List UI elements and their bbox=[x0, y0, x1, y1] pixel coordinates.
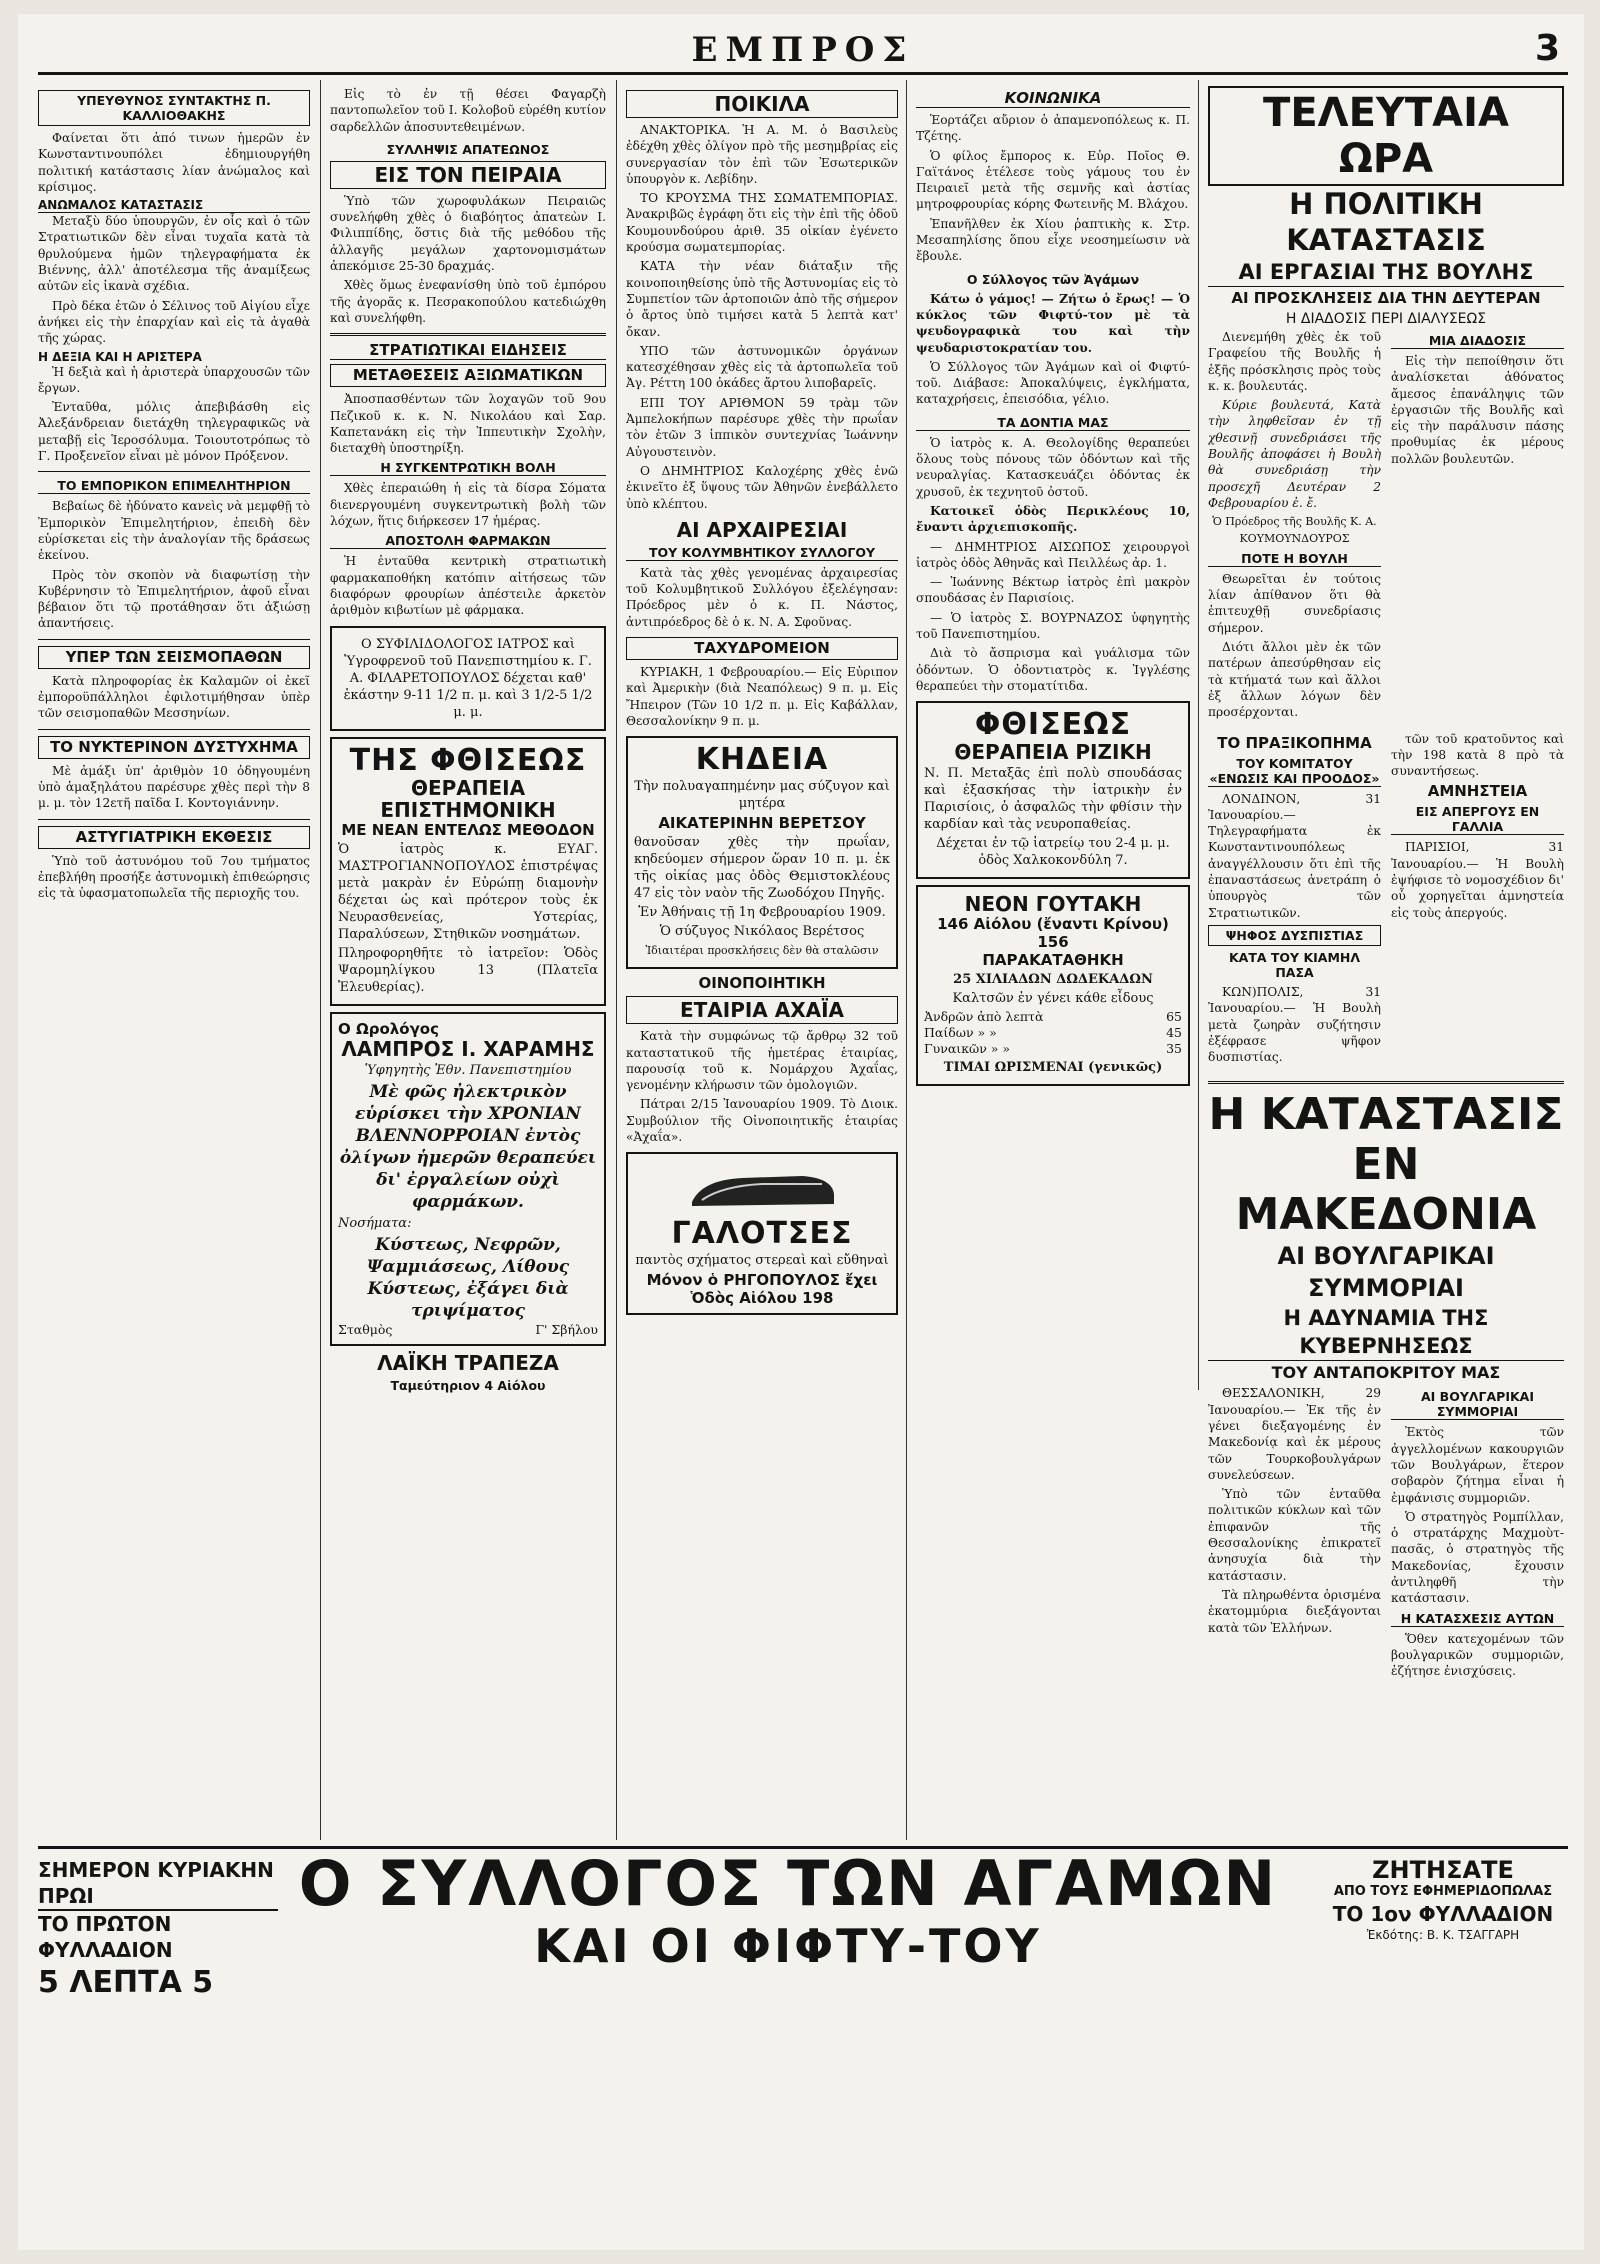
ad-headline: ΤΗΣ ΦΘΙΣΕΩΣ bbox=[349, 742, 587, 778]
article-paragraph: Ὁ Σύλλογος τῶν Ἀγάμων καὶ οἱ Φιφτύ-τοῦ. Διάβασε: Ἀποκαλύψεις, ἐγκλήματα, καταχρήσεις, ἐπεισόδια, γέλιο. bbox=[916, 359, 1190, 407]
masthead bbox=[38, 28, 1568, 75]
banner-subtitle: ΚΑΙ ΟΙ ΦΙΦΤΥ-ΤΟΥ bbox=[534, 1919, 1042, 1973]
price-row bbox=[924, 1025, 1182, 1041]
column-1 bbox=[38, 86, 310, 1836]
ad-footer: ΤΙΜΑΙ ΩΡΙΣΜΕΝΑΙ (γενικῶς) bbox=[943, 1060, 1163, 1076]
article-paragraph: Ἀποσπασθέντων τῶν λοχαγῶν τοῦ 9ου Πεζικοῦ κ. κ. Ν. Νικολάου καὶ Σαρ. Καπετανάκη εἰς τὴν Ἱππευτικὴν Σχολὴν, διεταχθὴ ὑποστηρίξη. bbox=[330, 392, 606, 456]
ad-text: Πληροφορηθῆτε τὸ ἰατρεῖον: Ὁδὸς Ψαρομηλίγκου 13 (Πλατεῖα Ἐλευθερίας). bbox=[338, 945, 598, 995]
ad-text: Ν. Π. Μεταξᾶς ἐπὶ πολὺ σπουδάσας καὶ ἐξασκήσας τὴν ἰατρικὴν ἐν Παρισίοις, ὁ ἀσφαλῶς τὴν φθίσιν τὴν καρδίαν καὶ τὰς νευροπαθείας. bbox=[924, 766, 1182, 833]
article-paragraph: Μεταξὺ δύο ὑπουργῶν, ἐν οἷς καὶ ὁ τῶν Στρατιωτικῶν δὲν εἶναι τυχαῖα κατὰ τὰ θρυλούμενα ἡμῶν τηλεγραφήματα ἐκ Βιέννης, ἀλλ' ἀποτέλεσμα τῆς ἀναμίξεως αὐτῶν εἰς ἱκανὰ σχέδια. bbox=[38, 214, 310, 294]
article-chamber-of-commerce bbox=[38, 478, 310, 631]
article-headline: ΥΠΕΥΘΥΝΟΣ ΣΥΝΤΑΚΤΗΣ Π. ΚΑΛΛΙΟΘΑΚΗΣ bbox=[38, 90, 310, 126]
bulgarian-bands-headline: ΑΙ ΒΟΥΛΓΑΡΙΚΑΙ ΣΥΜΜΟΡΙΑΙ bbox=[1277, 1242, 1495, 1303]
article-subhead: ΜΙΑ ΔΙΑΔΟΣΙΣ bbox=[1391, 333, 1564, 349]
ad-title: Ὑφηγητὴς Ἐθν. Πανεπιστημίου bbox=[364, 1062, 572, 1078]
article-headline: ΨΗΦΟΣ ΔΥΣΠΙΣΤΙΑΣ bbox=[1208, 925, 1381, 946]
ad-headline: ΓΑΛΟΤΣΕΣ bbox=[671, 1216, 853, 1252]
ad-urologist bbox=[330, 1012, 606, 1346]
political-situation-headline: Η ΠΟΛΙΤΙΚΗ ΚΑΤΑΣΤΑΣΙΣ bbox=[1286, 187, 1486, 257]
price-value: 65 bbox=[1166, 1009, 1182, 1025]
article-paragraph: ΕΠΙ ΤΟΥ ΑΡΙΘΜΟΝ 59 τρὰμ τῶν Ἀμπελοκήπων παρέσυρε χθὲς τὴν πρωΐαν τὸν ἐτῶν 3 ἱππικὸν συντεχνίας Ἰωάννην Αὐγουστεινὸν. bbox=[626, 395, 898, 459]
notice-signer: Ὁ σύζυγος Νικόλαος Βερέτσος bbox=[659, 924, 865, 940]
article-headline: ΤΟ ΕΜΠΟΡΙΚΟΝ ΕΠΙΜΕΛΗΤΗΡΙΟΝ bbox=[38, 478, 310, 494]
article-paragraph: ΚΩΝ)ΠΟΛΙΣ, 31 Ἰανουαρίου.— Ἡ Βουλὴ μετὰ ζωηρὰν συζήτησιν ἐξέφρασε ψῆφον δυσπιστίας. bbox=[1208, 984, 1381, 1065]
article-sardines bbox=[330, 86, 606, 135]
article-paragraph: Πρὸ δέκα ἐτῶν ὁ Σέλινος τοῦ Αἰγίου εἶχε ἀνήκει εἰς τὴν ἐπαρχίαν καὶ εἰς τὰ ἀγαθὰ τῆς χώρας. bbox=[38, 298, 310, 346]
article-teeth bbox=[916, 415, 1190, 694]
article-paragraph: Κατὰ τὰς χθὲς γενομένας ἀρχαιρεσίας τοῦ Κολυμβητικοῦ Συλλόγου ἐξελέγησαν: Πρόεδρος μὲν ὁ κ. Π. Νάστος, ἀντιπρόεδρος δὲ ὁ κ. Ν. Α. Σφοῦνας. bbox=[626, 565, 898, 629]
article-paragraph: Τὰ πληρωθέντα ὁρισμένα ἑκατομμύρια διεξάγονται κατὰ τῶν Ἑλλήνων. bbox=[1208, 1587, 1381, 1635]
price-list bbox=[924, 1009, 1182, 1057]
article-miscellany bbox=[626, 90, 898, 512]
ad-text: Καλτσῶν ἐν γένει κάθε εἶδους bbox=[952, 991, 1154, 1007]
banner-right bbox=[1318, 1857, 1568, 1943]
price-item: Παίδων » » bbox=[924, 1025, 997, 1041]
article-paragraph: Ὅθεν κατεχομένων τῶν βουλγαρικῶν συμμοριῶν, ἐζήτησε ἐνισχύσεις. bbox=[1391, 1631, 1564, 1679]
article-paragraph: Πάτραι 2/15 Ἰανουαρίου 1909. Τὸ Διοικ. Συμβούλιον τῆς Οἰνοποιητικῆς ἑταιρίας «Ἀχαΐα». bbox=[626, 1097, 898, 1144]
notice-footer: Ἰδιαιτέραι προσκλήσεις δὲν θὰ σταλῶσιν bbox=[645, 944, 879, 958]
article-headline: ΤΟ ΠΡΑΞΙΚΟΠΗΜΑ bbox=[1217, 733, 1372, 752]
ad-list: Κύστεως, Νεφρῶν, Ψαμμιάσεως, Λίθους Κύστεως, ἐξάγει διὰ τριψίματος bbox=[366, 1234, 570, 1321]
ad-name: ΛΑΜΠΡΟΣ Ι. ΧΑΡΑΜΗΣ bbox=[341, 1036, 595, 1061]
article-headline: ΤΟ ΝΥΚΤΕΡΙΝΟΝ ΔΥΣΤΥΧΗΜΑ bbox=[38, 736, 310, 759]
article-headline: Ο Σύλλογος τῶν Ἀγάμων bbox=[966, 271, 1140, 287]
article-earthquake-victims bbox=[38, 646, 310, 722]
article-headline: ΠΟΙΚΙΛΑ bbox=[626, 90, 898, 118]
article-subhead: ΤΟΥ ΚΟΜΙΤΑΤΟΥ «ΕΝΩΣΙΣ ΚΑΙ ΠΡΟΟΔΟΣ» bbox=[1209, 755, 1380, 786]
article-paragraph: ΤΟ ΚΡΟΥΣΜΑ ΤΗΣ ΣΩΜΑΤΕΜΠΟΡΙΑΣ. Ἀνακριβῶς ἐγράφη ὅτι εἰς τὴν ἐπὶ τῆς ὁδοῦ Κουμουνδούρου ἀριθ. 35 οἰκίαν ἐγένετο κρούσμα σωματεμπορίας. bbox=[626, 191, 898, 255]
parliament-headline: ΑΙ ΕΡΓΑΣΙΑΙ ΤΗΣ ΒΟΥΛΗΣ bbox=[1208, 258, 1564, 287]
banner-today: ΣΗΜΕΡΟΝ ΚΥΡΙΑΚΗΝ ΠΡΩΙ bbox=[38, 1857, 278, 1911]
newspaper-title: ΕΜΠΡΟΣ bbox=[691, 30, 915, 70]
ad-tuberculosis-cure bbox=[916, 701, 1190, 879]
ad-bank-sub: Ταμεύτηριον 4 Αἰόλου bbox=[390, 1377, 546, 1393]
ad-headline: ΝΕΟΝ ΓΟΥΤΑΚΗ bbox=[964, 892, 1142, 917]
article-paragraph: Ἡ ἐνταῦθα κεντρικὴ στρατιωτικὴ φαρμακαποθήκη κατόπιν αἰτήσεως τῶν διαφόρων φρουρίων ἀπέστειλε ἀρκετὸν ἀριθμὸν κιβωτίων μὲ φάρμακα. bbox=[330, 554, 606, 618]
article-paragraph: Ὁ φίλος ἔμπορος κ. Εὐρ. Ποῖος Θ. Γαϊτάνος ἑτέλεσε τοὺς γάμους του ἐν Πειραιεῖ μετὰ τῆς σεμνῆς καὶ ἀστίας μητροφρουρίας κόρης Φωτεινῆς Μ. Βλάχου. bbox=[916, 148, 1190, 212]
article-paragraph: Ὁ ἰατρὸς κ. Α. Θεολογίδης θεραπεύει ὅλους τοὺς πόνους τῶν ὀδόντων καὶ τῆς νευραλγίας. Κατασκευάζει ὀδόντας ἐκ χρυσοῦ, ἐκ τεχνητοῦ ὀστοῦ. bbox=[916, 435, 1190, 499]
article-headline: ΑΣΤΥΓΙΑΤΡΙΚΗ ΕΚΘΕΣΙΣ bbox=[38, 826, 310, 849]
article-subhead: ΑΙ ΒΟΥΛΓΑΡΙΚΑΙ ΣΥΜΜΟΡΙΑΙ bbox=[1391, 1389, 1564, 1420]
banner-ask: ΖΗΤΗΣΑΤΕ bbox=[1372, 1856, 1514, 1884]
article-paragraph: Διενεμήθη χθὲς ἐκ τοῦ Γραφείου τῆς Βουλῆς ἡ ἑξῆς πρόσκλησις πρὸς τοὺς κ. κ. βουλευτάς. bbox=[1208, 330, 1381, 393]
article-paragraph: Διότι ἄλλοι μὲν ἐκ τῶν πατέρων ἀπεσύρθησαν εἰς τὰ κτήματά των καὶ ἄλλοι ἐξ ἄλλων λόγων δὲν προσέρχονται. bbox=[1208, 640, 1381, 720]
column-rule bbox=[616, 80, 617, 1840]
article-paragraph: Χθὲς ἐπεραιώθη ἡ εἰς τὰ δίσρα Σόματα διενεργουμένη συγκεντρωτικὴ βολὴ τῶν λόχων, ἥτις διήρκεσεν 17 ἡμέρας. bbox=[330, 481, 606, 529]
dissolution-headline: Η ΔΙΑΔΟΣΙΣ ΠΕΡΙ ΔΙΑΛΥΣΕΩΣ bbox=[1285, 311, 1487, 327]
invitations-headline: ΑΙ ΠΡΟΣΚΛΗΣΕΙΣ ΔΙΑ ΤΗΝ ΔΕΥΤΕΡΑΝ bbox=[1231, 289, 1541, 307]
ad-address: Ὁδὸς Αἰόλου 198 bbox=[690, 1289, 834, 1308]
price-value: 45 bbox=[1166, 1025, 1182, 1041]
newspaper-page bbox=[18, 14, 1584, 2250]
galosh-illustration-icon bbox=[682, 1164, 842, 1214]
article-paragraph: Ἑορτάζει αὔριον ὁ ἀπαμενοπόλεως κ. Π. Τζέτης. bbox=[916, 113, 1190, 144]
two-column-block bbox=[1208, 1385, 1564, 1689]
article-paragraph: Ο ΔΗΜΗΤΡΙΟΣ Καλοχέρης χθὲς ἐνῶ ἐκινεῖτο ἐξ ὕψους τῶν Ἀθηνῶν ἐνεβάλλετο ὑπὸ κλέπτου. bbox=[626, 463, 898, 511]
ad-kicker: Ο Ωρολόγος bbox=[338, 1019, 439, 1038]
price-item: Ἀνδρῶν ἀπὸ λεπτὰ bbox=[924, 1009, 1044, 1025]
article-paragraph: Μὲ ἀμάξι ὑπ' ἀριθμὸν 10 ὁδηγουμένη ὑπὸ ἁμαξηλάτου παρέσυρε χθὲς περὶ τὴν 8 μ. μ. τὸν 12ετῆ παῖδα Ι. Κοντογιάννην. bbox=[38, 763, 310, 811]
article-kicker: ΟΙΝΟΠΟΙΗΤΙΚΗ bbox=[698, 974, 826, 993]
article-headline: ΚΟΙΝΩΝΙΚΑ bbox=[916, 90, 1190, 108]
article-paragraph: ΚΥΡΙΑΚΗ, 1 Φεβρουαρίου.— Εἰς Εὐριπον καὶ Ἀμερικὴν (διὰ Νεαπόλεως) 9 π. μ. Εἰς Ἤπειρον (Τῶν 10 1/2 π. μ. Εἰς Καβάλλαν, Θεσσαλονίκην 9 π. μ. bbox=[626, 665, 898, 728]
article-paragraph: Ὑπὸ τοῦ ἀστυνόμου τοῦ 7ου τμήματος ἐπεβλήθη προσήξε ἀστυνομικὴ ἐπιθεώρησις εἰς τὰ ὑφασματοπωλεῖα τῆς περιοχῆς του. bbox=[38, 853, 310, 901]
ad-text: παντὸς σχήματος στερεαὶ καὶ εὔθηναὶ bbox=[635, 1253, 889, 1269]
ad-list-head: Νοσήματα: bbox=[338, 1215, 412, 1231]
article-paragraph: Ὁ στρατηγὸς Ρομπίλλαν, ὁ στρατάρχης Μαχμοὺτ-πασᾶς, ὁ στρατηγὸς τῆς Μακεδονίας, ἔχουσιν ἀντιληφθῆ τὴν κατάστασιν. bbox=[1391, 1509, 1564, 1606]
divider bbox=[330, 333, 606, 336]
article-bachelors bbox=[916, 272, 1190, 408]
column-2 bbox=[330, 86, 606, 1836]
macedonia-headline: Η ΚΑΤΑΣΤΑΣΙΣ bbox=[1208, 1089, 1564, 1141]
article-subhead: ΚΑΤΑ ΤΟΥ ΚΙΑΜΗΛ ΠΑΣΑ bbox=[1228, 949, 1361, 980]
article-paragraph: Διὰ τὸ ἄσπρισμα καὶ γυάλισμα τῶν ὀδόντων. Ὁ ὀδοντιατρὸς κ. Ἰγγλέσης θεραπεύει τὴν στοματίτιδα. bbox=[916, 646, 1190, 693]
price-row bbox=[924, 1009, 1182, 1025]
article-subhead: Η ΚΑΤΑΣΧΕΣΙΣ ΑΥΤΩΝ bbox=[1391, 1611, 1564, 1627]
ad-footer-left: Σταθμὸς bbox=[338, 1321, 393, 1337]
ad-headline: ΘΕΡΑΠΕΙΑ ΡΙΖΙΚΗ bbox=[954, 740, 1152, 765]
divider bbox=[38, 819, 310, 820]
ad-address: 146 Αἰόλου (ἔναντι Κρίνου) 156 bbox=[937, 915, 1169, 952]
article-rumour bbox=[1391, 329, 1564, 724]
ad-text: Ὁ ἰατρὸς κ. ΕΥΑΓ. ΜΑΣΤΡΟΓΙΑΝΝΟΠΟΥΛΟΣ ἐπιστρέψας μετὰ μακρὰν ἐν Εὐρώπῃ διαμονὴν δέχεται ὡς καὶ πρότερον τοὺς ἐκ Νευρασθενείας, Υστερίας, Παραλύσεων, Στηθικῶν νοσημάτων. bbox=[338, 841, 598, 942]
article-headline: ΑΜΝΗΣΤΕΙΑ bbox=[1427, 782, 1528, 801]
article-parliament bbox=[1208, 329, 1381, 724]
article-paragraph: ΥΠΟ τῶν ἀστυνομικῶν ὀργάνων κατεσχέθησαν χθὲς εἰς τὰ ἀρτοπωλεῖα τοῦ Ἀγ. Ρέττη 100 ὀκάδες ἄρτου λιποβαρεῖς. bbox=[626, 343, 898, 391]
article-police-report bbox=[38, 826, 310, 902]
ad-syphilologist bbox=[330, 626, 606, 731]
article-paragraph: Ἐπανῆλθεν ἐκ Χίου ῥαπτικὴς κ. Στρ. Μεσαπηλίσης ὅπου εἶχε νεοσημείωσιν νὰ ἔβουλε. bbox=[916, 216, 1190, 264]
article-paragraph: Πρὸς τὸν σκοπὸν νὰ διαφωτίσῃ τὴν Κυβέρνησιν τὸ Ἐπιμελητήριον, ἀφοῦ εἶναι βέβαιον ὅτι τῷ προτάθησαν ὅτι ἀξιώσῃ ἀπαντήσεις. bbox=[38, 567, 310, 631]
ad-tuberculosis-therapy bbox=[330, 737, 606, 1006]
article-military-news bbox=[330, 342, 606, 618]
banner-from-vendors: ΑΠΟ ΤΟΥΣ ΕΦΗΜΕΡΙΔΟΠΩΛΑΣ bbox=[1333, 1884, 1553, 1899]
price-item: Γυναικῶν » » bbox=[924, 1041, 1011, 1057]
side-heading: ΑΝΩΜΑΛΟΣ ΚΑΤΑΣΤΑΣΙΣ bbox=[38, 198, 310, 213]
article-paragraph: ΑΝΑΚΤΟΡΙΚΑ. Ἡ Α. Μ. ὁ Βασιλεὺς ἐδέχθη χθὲς ὀλίγον πρὸ τῆς μεσημβρίας εἰς συνεργασίαν τὸν ἐπὶ τῶν Ἐσωτερικῶν ὑπουργὸν κ. Λεβίδην. bbox=[626, 123, 898, 186]
article-paragraph: Θεωρεῖται ἐν τούτοις λίαν ἀπίθανον ὅτι θὰ ἐπιτευχθῇ συνεδρίασις σήμερον. bbox=[1208, 571, 1381, 635]
correspondent-headline: ΤΟΥ ΑΝΤΑΠΟΚΡΙΤΟΥ ΜΑΣ bbox=[1271, 1363, 1501, 1383]
government-weakness-headline: Η ΑΔΥΝΑΜΙΑ ΤΗΣ ΚΥΒΕΡΝΗΣΕΩΣ bbox=[1208, 1304, 1564, 1361]
article-kicker: ΣΤΡΑΤΙΩΤΙΚΑΙ ΕΙΔΗΣΕΙΣ bbox=[330, 342, 606, 360]
article-arrest bbox=[330, 142, 606, 326]
article-paragraph: τῶν τοῦ κρατοῦντος καὶ τὴν 198 κατὰ 8 πρὸ τὰ συναντήσεως. bbox=[1391, 731, 1564, 779]
notice-text: θανοῦσαν χθὲς τὴν πρωΐαν, κηδεύομεν σήμερον ὥραν 10 π. μ. ἐκ τῆς οἰκίας μας ὁδὸς Θεμιστοκλέους 47 εἰς τὸν ναὸν τῆς Ζωοδόχου Πηγῆς. bbox=[634, 835, 890, 902]
article-paragraph: Κύριε βουλευτά, Κατὰ τὴν ληφθεῖσαν ἐν τῇ χθεσινῇ συνεδριάσει τῆς Βουλῆς ἀποφάσει ἡ Βουλὴ θὰ συνεδριάσῃ τὴν προσεχῆ Δευτέραν 2 Φεβρουαρίου ἐ. ἔ. bbox=[1208, 398, 1381, 510]
article-headline: ΤΑ ΔΟΝΤΙΑ ΜΑΣ bbox=[916, 415, 1190, 431]
bottom-banner-ad bbox=[38, 1846, 1568, 2239]
column-rule bbox=[906, 80, 907, 1840]
banner-center bbox=[288, 1849, 1288, 1973]
macedonia-headline-2: ΕΝ ΜΑΚΕΔΟΝΙΑ bbox=[1235, 1139, 1537, 1241]
article-swim-club bbox=[626, 519, 898, 630]
article-signature: Ὁ Πρόεδρος τῆς Βουλῆς Κ. Α. ΚΟΥΜΟΥΝΔΟΥΡΟΣ bbox=[1212, 515, 1377, 545]
article-subhead: Η ΣΥΓΚΕΝΤΡΩΤΙΚΗ ΒΟΛΗ bbox=[330, 460, 606, 476]
article-subhead: ΕΙΣ ΑΠΕΡΓΟΥΣ ΕΝ ΓΑΛΛΙΑ bbox=[1391, 804, 1564, 835]
ad-goutaki-stockings bbox=[916, 885, 1190, 1086]
ad-headline: ΘΕΡΑΠΕΙΑ ΕΠΙΣΤΗΜΟΝΙΚΗ bbox=[380, 775, 556, 822]
article-paragraph: ΛΟΝΔΙΝΟΝ, 31 Ἰανουαρίου.— Τηλεγραφήματα ἐκ Κωνσταντινουπόλεως ἀναγγέλλουσιν ὅτι ἐπὶ τῆς ἐπαναστάσεως ἀνετράπη ὁ ὑπουργὸς τῶν Στρατιωτικῶν. bbox=[1208, 791, 1381, 920]
divider bbox=[38, 729, 310, 730]
article-social bbox=[916, 90, 1190, 265]
last-hour-headline: ΤΕΛΕΥΤΑΙΑ ΩΡΑ bbox=[1208, 86, 1564, 186]
article-paragraph: Κάτω ὁ γάμος! — Ζήτω ὁ ἔρως! — Ὁ κύκλος τῶν Φιφτύ-τον μὲ τὰ ψευδογραφικὰ του καὶ τὴν ψευδαριστοκρατίαν του. bbox=[916, 291, 1190, 355]
article-headline: ΑΙ ΑΡΧΑΙΡΕΣΙΑΙ bbox=[676, 517, 848, 542]
ad-subheadline: 25 ΧΙΛΙΑΔΩΝ ΔΩΔΕΚΑΔΩΝ bbox=[953, 972, 1153, 988]
ad-footer bbox=[338, 1322, 598, 1338]
divider bbox=[1208, 1081, 1564, 1084]
article-paragraph: — ΔΗΜΗΤΡΙΟΣ ΑΙΣΩΠΟΣ χειρουργοὶ ἰατρὸς ὁδὸς Ἀθηνᾶς καὶ Πειλλέως ἀρ. 1. bbox=[916, 539, 1190, 570]
page-number: 3 bbox=[1534, 28, 1560, 69]
column-rule bbox=[320, 80, 321, 1840]
notice-name: ΑΙΚΑΤΕΡΙΝΗΝ ΒΕΡΕΤΣΟΥ bbox=[658, 814, 866, 833]
ad-galoshes bbox=[626, 1152, 898, 1315]
article-paragraph: — Ὁ ἰατρὸς Σ. ΒΟΥΡΝΑΖΟΣ ὑφηγητὴς τοῦ Πανεπιστημίου. bbox=[916, 610, 1190, 642]
article-headline: ΕΙΣ ΤΟΝ ΠΕΙΡΑΙΑ bbox=[330, 161, 606, 189]
ad-bank-headline: ΛΑΪΚΗ ΤΡΑΠΕΖΑ bbox=[377, 1350, 559, 1375]
ad-text: Μόνον ὁ ΡΗΓΟΠΟΥΛΟΣ ἔχει bbox=[646, 1271, 878, 1290]
article-kicker: ΣΥΛΛΗΨΙΣ ΑΠΑΤΕΩΝΟΣ bbox=[386, 141, 550, 157]
notice-headline: ΚΗΔΕΙΑ bbox=[695, 742, 829, 778]
ad-footer-right: Γ' Σβήλου bbox=[535, 1321, 598, 1337]
banner-price: 5 ΛΕΠΤΑ 5 bbox=[38, 1965, 214, 2000]
side-heading: Η ΔΕΞΙΑ ΚΑΙ Η ΑΡΙΣΤΕΡΑ bbox=[38, 349, 202, 364]
banner-left bbox=[38, 1857, 278, 2003]
article-paragraph: Ὑπὸ τῶν χωροφυλάκων Πειραιῶς συνελήφθη χθὲς ὁ διαβόητος ἀπατεὼν Ι. Φιλιππίδης, ὅστις διὰ τῆς μεθόδου τῆς ἀλλαγῆς μεγάλων χαρτονομισμάτων ἀπεκόμισε 25-30 δραχμάς. bbox=[330, 193, 606, 274]
article-winery bbox=[626, 975, 898, 1145]
article-amnesty bbox=[1391, 731, 1564, 1069]
ad-headline: ΦΘΙΣΕΩΣ bbox=[974, 707, 1132, 743]
column-4 bbox=[916, 86, 1190, 1836]
notice-date: Ἐν Ἀθήναις τῇ 1η Φεβρουαρίου 1909. bbox=[638, 905, 886, 921]
article-subhead: ΤΟΥ ΚΟΛΥΜΒΗΤΙΚΟΥ ΣΥΛΛΟΓΟΥ bbox=[626, 545, 898, 561]
article-night-accident bbox=[38, 736, 310, 812]
article-paragraph: Χθὲς ὅμως ἐνεφανίσθη ὑπὸ τοῦ ἐμπόρου τῆς ἀγορᾶς κ. Πεσρακοπούλου κατεδιώχθη καὶ συνελήφθη. bbox=[330, 278, 606, 325]
article-paragraph: Κατὰ πληροφορίας ἐκ Καλαμῶν οἱ ἐκεῖ ἐμποροϋπάλληλοι ἐφιλοτιμήθησαν ὑπὲρ τῶν σεισμοπαθῶν Μεσσηνίων. bbox=[38, 673, 310, 721]
article-paragraph: Ἡ δεξιὰ καὶ ἡ ἀριστερὰ ὑπαρχουσῶν τῶν ἔργων. bbox=[38, 364, 310, 395]
article-kalliothakis bbox=[38, 90, 310, 464]
banner-title: Ο ΣΥΛΛΟΓΟΣ ΤΩΝ ΑΓΑΜΩΝ bbox=[298, 1847, 1278, 1920]
column-3 bbox=[626, 86, 898, 1836]
article-paragraph: Βεβαίως δὲ ἠδύνατο κανεὶς νὰ μεμφθῇ τὸ Ἐμπορικὸν Ἐπιμελητήριον, ἐπειδὴ δὲν εὑρίσκεται εἰς τὴν ἀναλογίαν τῆς δράσεως ἐκείνου. bbox=[38, 499, 310, 563]
article-paragraph: Φαίνεται ὅτι ἀπό τινων ἡμερῶν ἐν Κωνσταντινουπόλει ἐδημιουργήθη πολιτική κατάστασις λίαν ἀνώμαλος καὶ κρίσιμος. bbox=[38, 131, 310, 194]
two-column-block bbox=[1208, 329, 1564, 731]
price-value: 35 bbox=[1166, 1041, 1182, 1057]
article-paragraph: Κατοικεῖ ὁδὸς Περικλέους 10, ἔναντι ἀρχιεπισκοπῆς. bbox=[916, 503, 1190, 535]
article-paragraph: — Ἰωάννης Βέκτωρ ἰατρὸς ἐπὶ μακρὸν σπουδάσας ἐν Παρισίοις. bbox=[916, 575, 1190, 606]
banner-publisher: Ἐκδότης: Β. Κ. ΤΣΑΓΓΑΡΗ bbox=[1366, 1928, 1520, 1942]
column-rule bbox=[1198, 80, 1199, 1390]
article-paragraph: Ὑπὸ τῶν ἐνταῦθα πολιτικῶν κύκλων καὶ τῶν ἐπιφανῶν τῆς Θεσσαλονίκης ἐπικρατεῖ ἀνησυχία διὰ τὴν κατάστασιν. bbox=[1208, 1487, 1381, 1583]
article-subhead: ΠΟΤΕ Η ΒΟΥΛΗ bbox=[1208, 551, 1381, 567]
article-headline: ΕΤΑΙΡΙΑ ΑΧΑΪΑ bbox=[626, 996, 898, 1024]
article-headline: ΜΕΤΑΘΕΣΕΙΣ ΑΞΙΩΜΑΤΙΚΩΝ bbox=[330, 364, 606, 387]
article-paragraph: ΘΕΣΣΑΛΟΝΙΚΗ, 29 Ἰανουαρίου.— Ἐκ τῆς ἐν γένει διεξαγομένης ἐν Μακεδονίᾳ καὶ ἐκ μέρους τῶν Τουρκοβουλγάρων συνελεύσεων. bbox=[1208, 1386, 1381, 1482]
article-paragraph: ΚΑΤΑ τὴν νέαν διάταξιν τῆς κοινοποιηθείσης ὑπὸ τῆς Ἀστυνομίας εἰς τὸ Συμπετίον τῶν ἀρτοποιῶν ἀπὸ τῆς σήμερον ὁ ἄρτος ὑπὸ τιμήσει κατὰ 5 λεπτὰ κατ' ὄκαν. bbox=[626, 259, 898, 339]
article-thessaloniki bbox=[1208, 1385, 1381, 1682]
funeral-notice bbox=[626, 736, 898, 969]
article-paragraph: Ἐνταῦθα, μόλις ἀπεβιβάσθη εἰς Ἀλεξάνδρειαν διετάχθη τηλεγραφικῶς νὰ μεταβῇ εἰς Ἱεροσόλυμα. Τοιουτοτρόπως τὸ Γ. Προξενεῖον εἶναι μὲ μόνον Πρόξενον. bbox=[38, 400, 310, 464]
notice-text: Τὴν πολυαγαπημένην μας σύζυγον καὶ μητέρα bbox=[634, 779, 890, 812]
banner-first-issue: ΤΟ ΠΡΩΤΟΝ ΦΥΛΛΑΔΙΟΝ bbox=[38, 1912, 173, 1962]
ad-text: Μὲ φῶς ἠλεκτρικὸν εὑρίσκει τὴν ΧΡΟΝΙΑΝ ΒΛΕΝΝΟΡΡΟΙΑΝ ἐντὸς ὀλίγων ἡμερῶν θεραπεύει δι' ἐργαλείων οὐχὶ φαρμάκων. bbox=[339, 1081, 597, 1212]
divider bbox=[38, 639, 310, 640]
article-post-office bbox=[626, 637, 898, 729]
ad-subheadline: ΠΑΡΑΚΑΤΑΘΗΚΗ bbox=[982, 951, 1124, 970]
ad-subheadline: ΜΕ ΝΕΑΝ ΕΝΤΕΛΩΣ ΜΕΘΟΔΟΝ bbox=[341, 820, 595, 839]
article-headline: ΤΑΧΥΔΡΟΜΕΙΟΝ bbox=[626, 637, 898, 660]
article-bulgarian-bands bbox=[1391, 1385, 1564, 1682]
article-committee-coup bbox=[1208, 731, 1381, 1069]
article-subhead: ΑΠΟΣΤΟΛΗ ΦΑΡΜΑΚΩΝ bbox=[330, 533, 606, 549]
column-5 bbox=[1208, 86, 1564, 1836]
article-headline: ΥΠΕΡ ΤΩΝ ΣΕΙΣΜΟΠΑΘΩΝ bbox=[38, 646, 310, 669]
article-paragraph: Εἰς τὴν πεποίθησιν ὅτι ἀναλίσκεται ἀθόνατος ἄμεσος ἐπανάληψις τῶν ἐργασιῶν τῆς Βουλῆς καὶ εἰς τὴν παράλυσιν πάσης προθυμίας ἐκ μέρους πολλῶν βουλευτῶν. bbox=[1391, 354, 1564, 466]
article-paragraph: Ἐκτὸς τῶν ἀγγελλομένων κακουργιῶν τῶν Βουλγάρων, ἕτερον σοβαρὸν ζήτημα εἶναι ἡ ἐμφάνισις συμμοριῶν. bbox=[1391, 1425, 1564, 1505]
banner-first-booklet: ΤΟ 1ον ΦΥΛΛΑΔΙΟΝ bbox=[1332, 1902, 1554, 1926]
ad-text: Ο ΣΥΦΙΛΙΔΟΛΟΓΟΣ ΙΑΤΡΟΣ καὶ Ὑγροφρενοῦ τοῦ Πανεπιστημίου κ. Γ. Α. ΦΙΛΑΡΕΤΟΠΟΥΛΟΣ δέχεται καθ' ἑκάστην 9-11 1/2 π. μ. καὶ 3 1/2-5 1/2 μ. μ. bbox=[343, 636, 593, 720]
divider bbox=[38, 471, 310, 472]
price-row bbox=[924, 1041, 1182, 1057]
article-paragraph: ΠΑΡΙΣΙΟΙ, 31 Ἰανουαρίου.— Ἡ Βουλὴ ἐψήφισε τὸ νομοσχέδιον δι' οὗ χορηγεῖται ἀμνηστεία εἰς τοὺς ἀπεργούς. bbox=[1391, 840, 1564, 920]
ad-text: Δέχεται ἐν τῷ ἰατρείῳ του 2-4 μ. μ. ὁδὸς Χαλκοκονδύλη 7. bbox=[936, 836, 1170, 869]
article-paragraph: Κατὰ τὴν συμφώνως τῷ ἄρθρῳ 32 τοῦ καταστατικοῦ τῆς ἡμετέρας ἑταιρίας, παρουσίᾳ τοῦ κ. Νομάρχου Ἀχαΐας, γενομένην κλήρωσιν τῶν ὁμολογιῶν. bbox=[626, 1029, 898, 1093]
two-column-block bbox=[1208, 731, 1564, 1076]
article-paragraph: Εἰς τὸ ἐν τῇ θέσει Φαγαρζὴ παντοπωλεῖον τοῦ Ι. Κολοβοῦ εὑρέθη κυτίον σαρδελλῶν ἀποσυντεθειμένων. bbox=[330, 87, 606, 134]
